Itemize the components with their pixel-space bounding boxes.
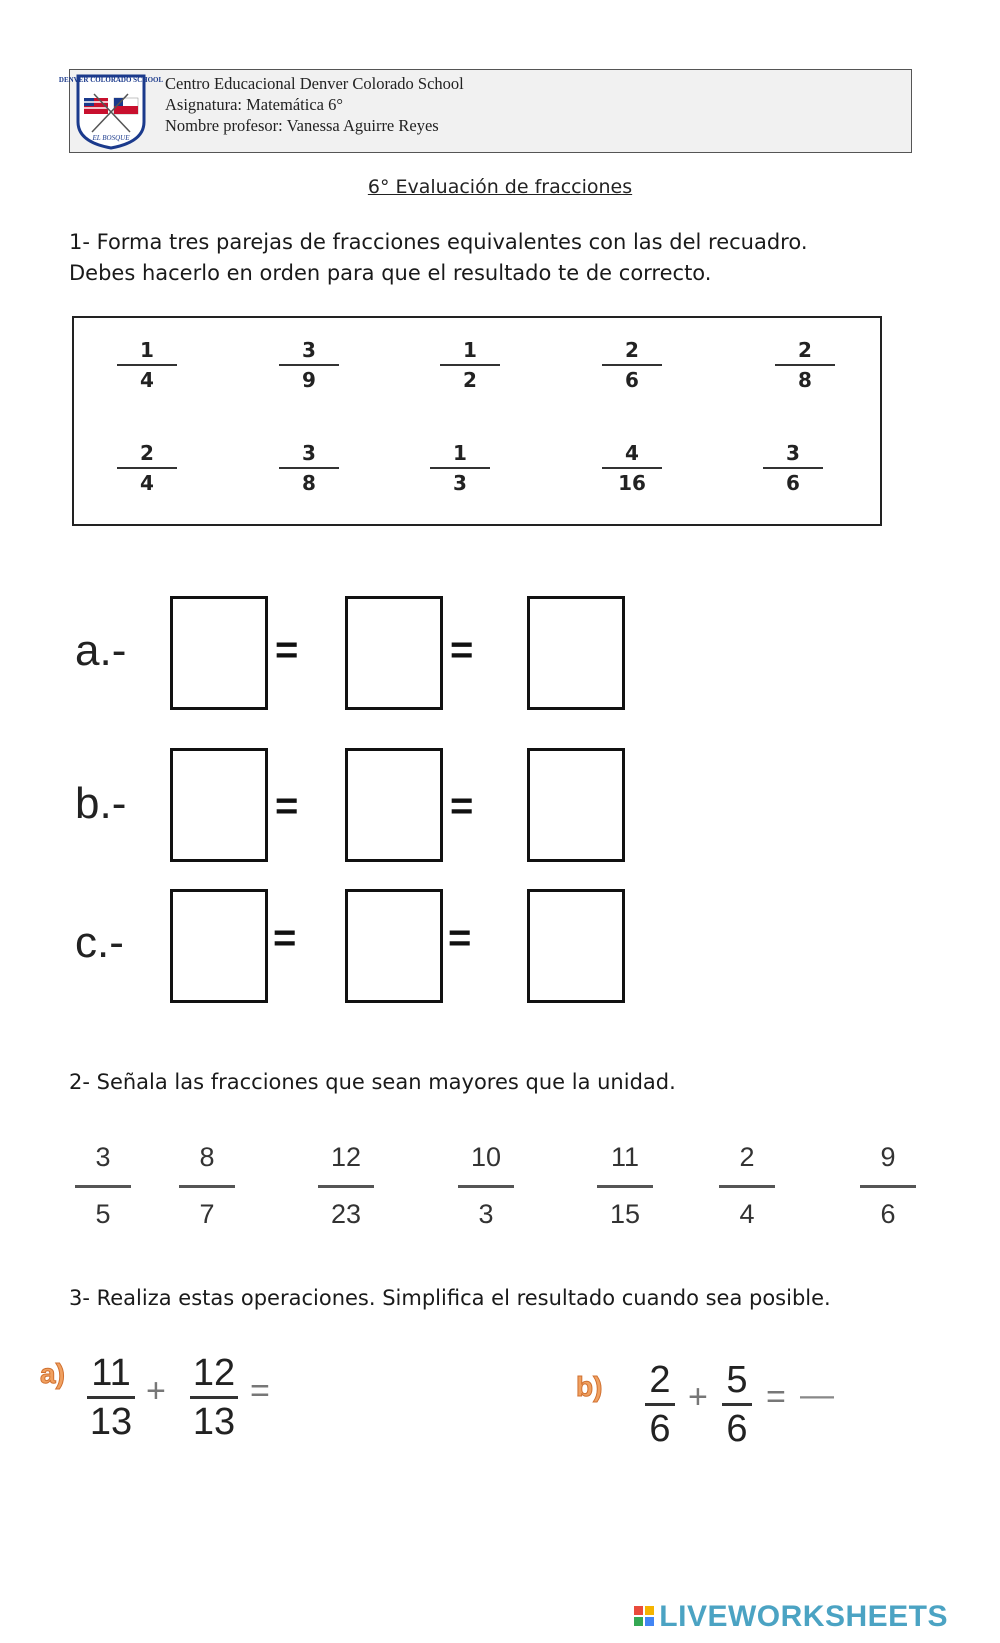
fraction-bar [190, 1396, 238, 1399]
select-fraction[interactable] [860, 1141, 916, 1230]
section1-instruction-line2: Debes hacerlo en orden para que el resultado te de correcto. [69, 261, 712, 285]
numerator: 2 [625, 338, 639, 362]
denominator: 2 [463, 367, 477, 392]
equals-sign: = [275, 784, 299, 828]
fraction-bar [775, 364, 835, 366]
fraction-bar [719, 1185, 775, 1188]
denominator: 3 [478, 1199, 494, 1229]
select-fraction[interactable] [458, 1141, 514, 1230]
fraction-bar [458, 1185, 514, 1188]
school-logo [58, 72, 164, 150]
numerator: 2 [739, 1142, 755, 1172]
numerator: 12 [192, 1352, 236, 1394]
teacher-name: Nombre profesor: Vanessa Aguirre Reyes [165, 116, 439, 135]
liveworksheets-brand[interactable] [633, 1600, 948, 1635]
equals-sign: = [450, 628, 474, 672]
denominator: 5 [95, 1199, 111, 1229]
answer-box-b1[interactable] [170, 748, 268, 862]
numerator: 1 [140, 338, 154, 362]
op-a-fraction-2 [190, 1354, 238, 1441]
box-fraction[interactable] [602, 441, 662, 495]
denominator: 6 [726, 1408, 748, 1450]
select-fraction[interactable] [597, 1141, 653, 1230]
select-fraction[interactable] [719, 1141, 775, 1230]
numerator: 11 [91, 1352, 131, 1394]
numerator: 3 [786, 441, 800, 465]
denominator: 3 [453, 470, 467, 495]
select-fraction[interactable] [318, 1141, 374, 1230]
equals-sign: = [275, 628, 299, 672]
numerator: 3 [302, 338, 316, 362]
fraction-bar [179, 1185, 235, 1188]
denominator: 8 [798, 367, 812, 392]
op-b-fraction-2 [722, 1361, 752, 1448]
answer-box-c3[interactable] [527, 889, 625, 1003]
fraction-bar [117, 467, 177, 469]
numerator: 8 [199, 1142, 215, 1172]
numerator: 3 [302, 441, 316, 465]
logo-text-bottom: EL BOSQUE [92, 134, 130, 142]
fraction-bar [602, 364, 662, 366]
numerator: 2 [140, 441, 154, 465]
answer-blank-line[interactable]: — [800, 1376, 834, 1414]
row-label-a: a.- [75, 626, 127, 675]
op-a-fraction-1 [87, 1354, 135, 1441]
numerator: 12 [330, 1142, 362, 1172]
answer-box-b2[interactable] [345, 748, 443, 862]
subject: Asignatura: Matemática 6° [165, 95, 343, 114]
fraction-box [72, 316, 882, 526]
answer-box-a1[interactable] [170, 596, 268, 710]
fraction-bar [722, 1403, 752, 1406]
row-label-c: c.- [75, 918, 124, 967]
numerator: 2 [649, 1359, 671, 1401]
box-fraction[interactable] [279, 441, 339, 495]
section1-instruction-line1: 1- Forma tres parejas de fracciones equivalentes con las del recuadro. [69, 230, 808, 254]
plus-sign: + [146, 1372, 166, 1410]
denominator: 6 [880, 1199, 896, 1229]
header-box [58, 69, 912, 153]
denominator: 8 [302, 470, 316, 495]
fraction-bar [75, 1185, 131, 1188]
numerator: 11 [610, 1142, 640, 1172]
select-fraction[interactable] [75, 1141, 131, 1230]
denominator: 15 [609, 1199, 641, 1229]
denominator: 13 [192, 1401, 236, 1443]
box-fraction[interactable] [279, 338, 339, 392]
answer-box-a3[interactable] [527, 596, 625, 710]
header-text [165, 73, 464, 136]
numerator: 3 [95, 1142, 111, 1172]
fraction-bar [440, 364, 500, 366]
fraction-bar [430, 467, 490, 469]
box-fraction[interactable] [117, 338, 177, 392]
fraction-bar [645, 1403, 675, 1406]
numerator: 4 [625, 441, 639, 465]
answer-box-a2[interactable] [345, 596, 443, 710]
numerator: 10 [470, 1142, 502, 1172]
box-fraction[interactable] [775, 338, 835, 392]
box-fraction[interactable] [430, 441, 490, 495]
fraction-bar [279, 364, 339, 366]
fraction-bar [597, 1185, 653, 1188]
box-fraction[interactable] [602, 338, 662, 392]
answer-box-c2[interactable] [345, 889, 443, 1003]
box-fraction[interactable] [440, 338, 500, 392]
answer-box-c1[interactable] [170, 889, 268, 1003]
brand-text: LIVEWORKSHEETS [659, 1599, 948, 1633]
denominator: 6 [649, 1408, 671, 1450]
liveworksheets-logo-icon [633, 1601, 655, 1635]
page-title: 6° Evaluación de fracciones [367, 176, 633, 198]
fraction-bar [763, 467, 823, 469]
equals-sign: = [448, 916, 472, 960]
denominator: 6 [786, 470, 800, 495]
select-fraction[interactable] [179, 1141, 235, 1230]
numerator: 1 [463, 338, 477, 362]
fraction-bar [602, 467, 662, 469]
logo-text-top: DENVER COLORADO SCHOOL [58, 76, 164, 84]
denominator: 16 [618, 470, 646, 495]
op-b-label: b) [576, 1371, 603, 1402]
school-name: Centro Educacional Denver Colorado School [165, 74, 464, 93]
denominator: 13 [89, 1401, 133, 1443]
answer-box-b3[interactable] [527, 748, 625, 862]
numerator: 9 [880, 1142, 896, 1172]
denominator: 9 [302, 367, 316, 392]
fraction-bar [117, 364, 177, 366]
box-fraction[interactable] [763, 441, 823, 495]
numerator: 1 [453, 441, 467, 465]
op-b-fraction-1 [645, 1361, 675, 1448]
denominator: 4 [140, 367, 154, 392]
equals-sign: = [450, 784, 474, 828]
numerator: 5 [726, 1359, 748, 1401]
fraction-bar [318, 1185, 374, 1188]
denominator: 6 [625, 367, 639, 392]
op-a-label: a) [40, 1358, 65, 1389]
denominator: 7 [199, 1199, 215, 1229]
plus-sign: + [688, 1378, 708, 1416]
fraction-bar [279, 467, 339, 469]
fraction-bar [860, 1185, 916, 1188]
equals-sign: = [273, 916, 297, 960]
fraction-bar [87, 1396, 135, 1399]
equals-sign: = [250, 1372, 270, 1410]
section3-instruction: 3- Realiza estas operaciones. Simplifica el resultado cuando sea posible. [69, 1286, 831, 1310]
section2-instruction: 2- Señala las fracciones que sean mayores que la unidad. [69, 1070, 676, 1094]
denominator: 23 [330, 1199, 362, 1229]
denominator: 4 [739, 1199, 755, 1229]
box-fraction[interactable] [117, 441, 177, 495]
numerator: 2 [798, 338, 812, 362]
row-label-b: b.- [75, 779, 127, 828]
denominator: 4 [140, 470, 154, 495]
equals-sign: = [766, 1378, 786, 1416]
